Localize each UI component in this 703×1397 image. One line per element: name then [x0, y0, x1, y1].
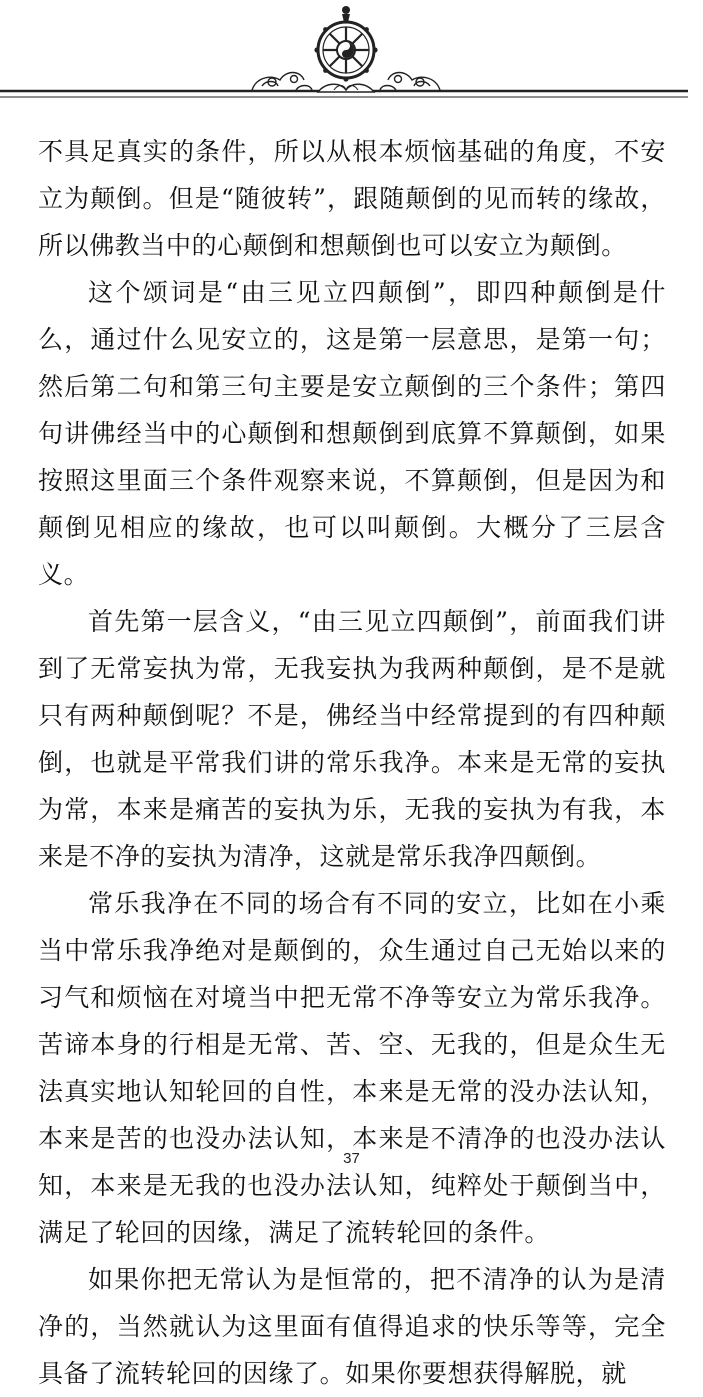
paragraph-continuation: 不具足真实的条件，所以从根本烦恼基础的角度，不安立为颠倒。但是“随彼转”，跟随颠倒的见而转的缘故，所以佛教当中的心颠倒和想颠倒也可以安立为颠倒。	[38, 137, 666, 260]
page-number: 37	[343, 1150, 360, 1167]
right-cloud-ornament	[380, 73, 440, 91]
paragraph: 如果你把无常认为是恒常的，把不清净的认为是清净的，当然就认为这里面有值得追求的快乐等等，完全具备了流转轮回的因缘了。如果你要想获得解脱，就	[38, 1265, 666, 1388]
paragraph: 常乐我净在不同的场合有不同的安立，比如在小乘当中常乐我净绝对是颠倒的，众生通过自己无始以来的习气和烦恼在对境当中把无常不净等安立为常乐我净。苦谛本身的行相是无常、苦、空、无我的，但是众生无法真实地认知轮回的自性，本来是无常的没办法认知，本来是苦的也没办法认知，本来是不清净的也没办法认知，本来是无我的也没办法认知，纯粹处于颠倒当中，满足了轮回的因缘，满足了流转轮回的条件。	[38, 889, 666, 1247]
paragraph: 首先第一层含义，“由三见立四颠倒”，前面我们讲到了无常妄执为常，无我妄执为我两种颠倒，是不是就只有两种颠倒呢？不是，佛经当中经常提到的有四种颠倒，也就是平常我们讲的常乐我净。本来是无常的妄执为常，本来是痛苦的妄执为乐，无我的妄执为有我，本来是不净的妄执为清净，这就是常乐我净四颠倒。	[38, 607, 666, 871]
header-ornament	[0, 0, 703, 110]
left-cloud-ornament	[252, 73, 312, 91]
body-text	[38, 128, 666, 1397]
dharma-wheel-icon	[314, 6, 377, 92]
paragraph: 这个颂词是“由三见立四颠倒”，即四种颠倒是什么，通过什么见安立的，这是第一层意思，是第一句；然后第二句和第三句主要是安立颠倒的三个条件；第四句讲佛经当中的心颠倒和想颠倒到底算不算颠倒，如果按照这里面三个条件观察来说，不算颠倒，但是因为和颠倒见相应的缘故，也可以叫颠倒。大概分了三层含义。	[38, 278, 666, 589]
